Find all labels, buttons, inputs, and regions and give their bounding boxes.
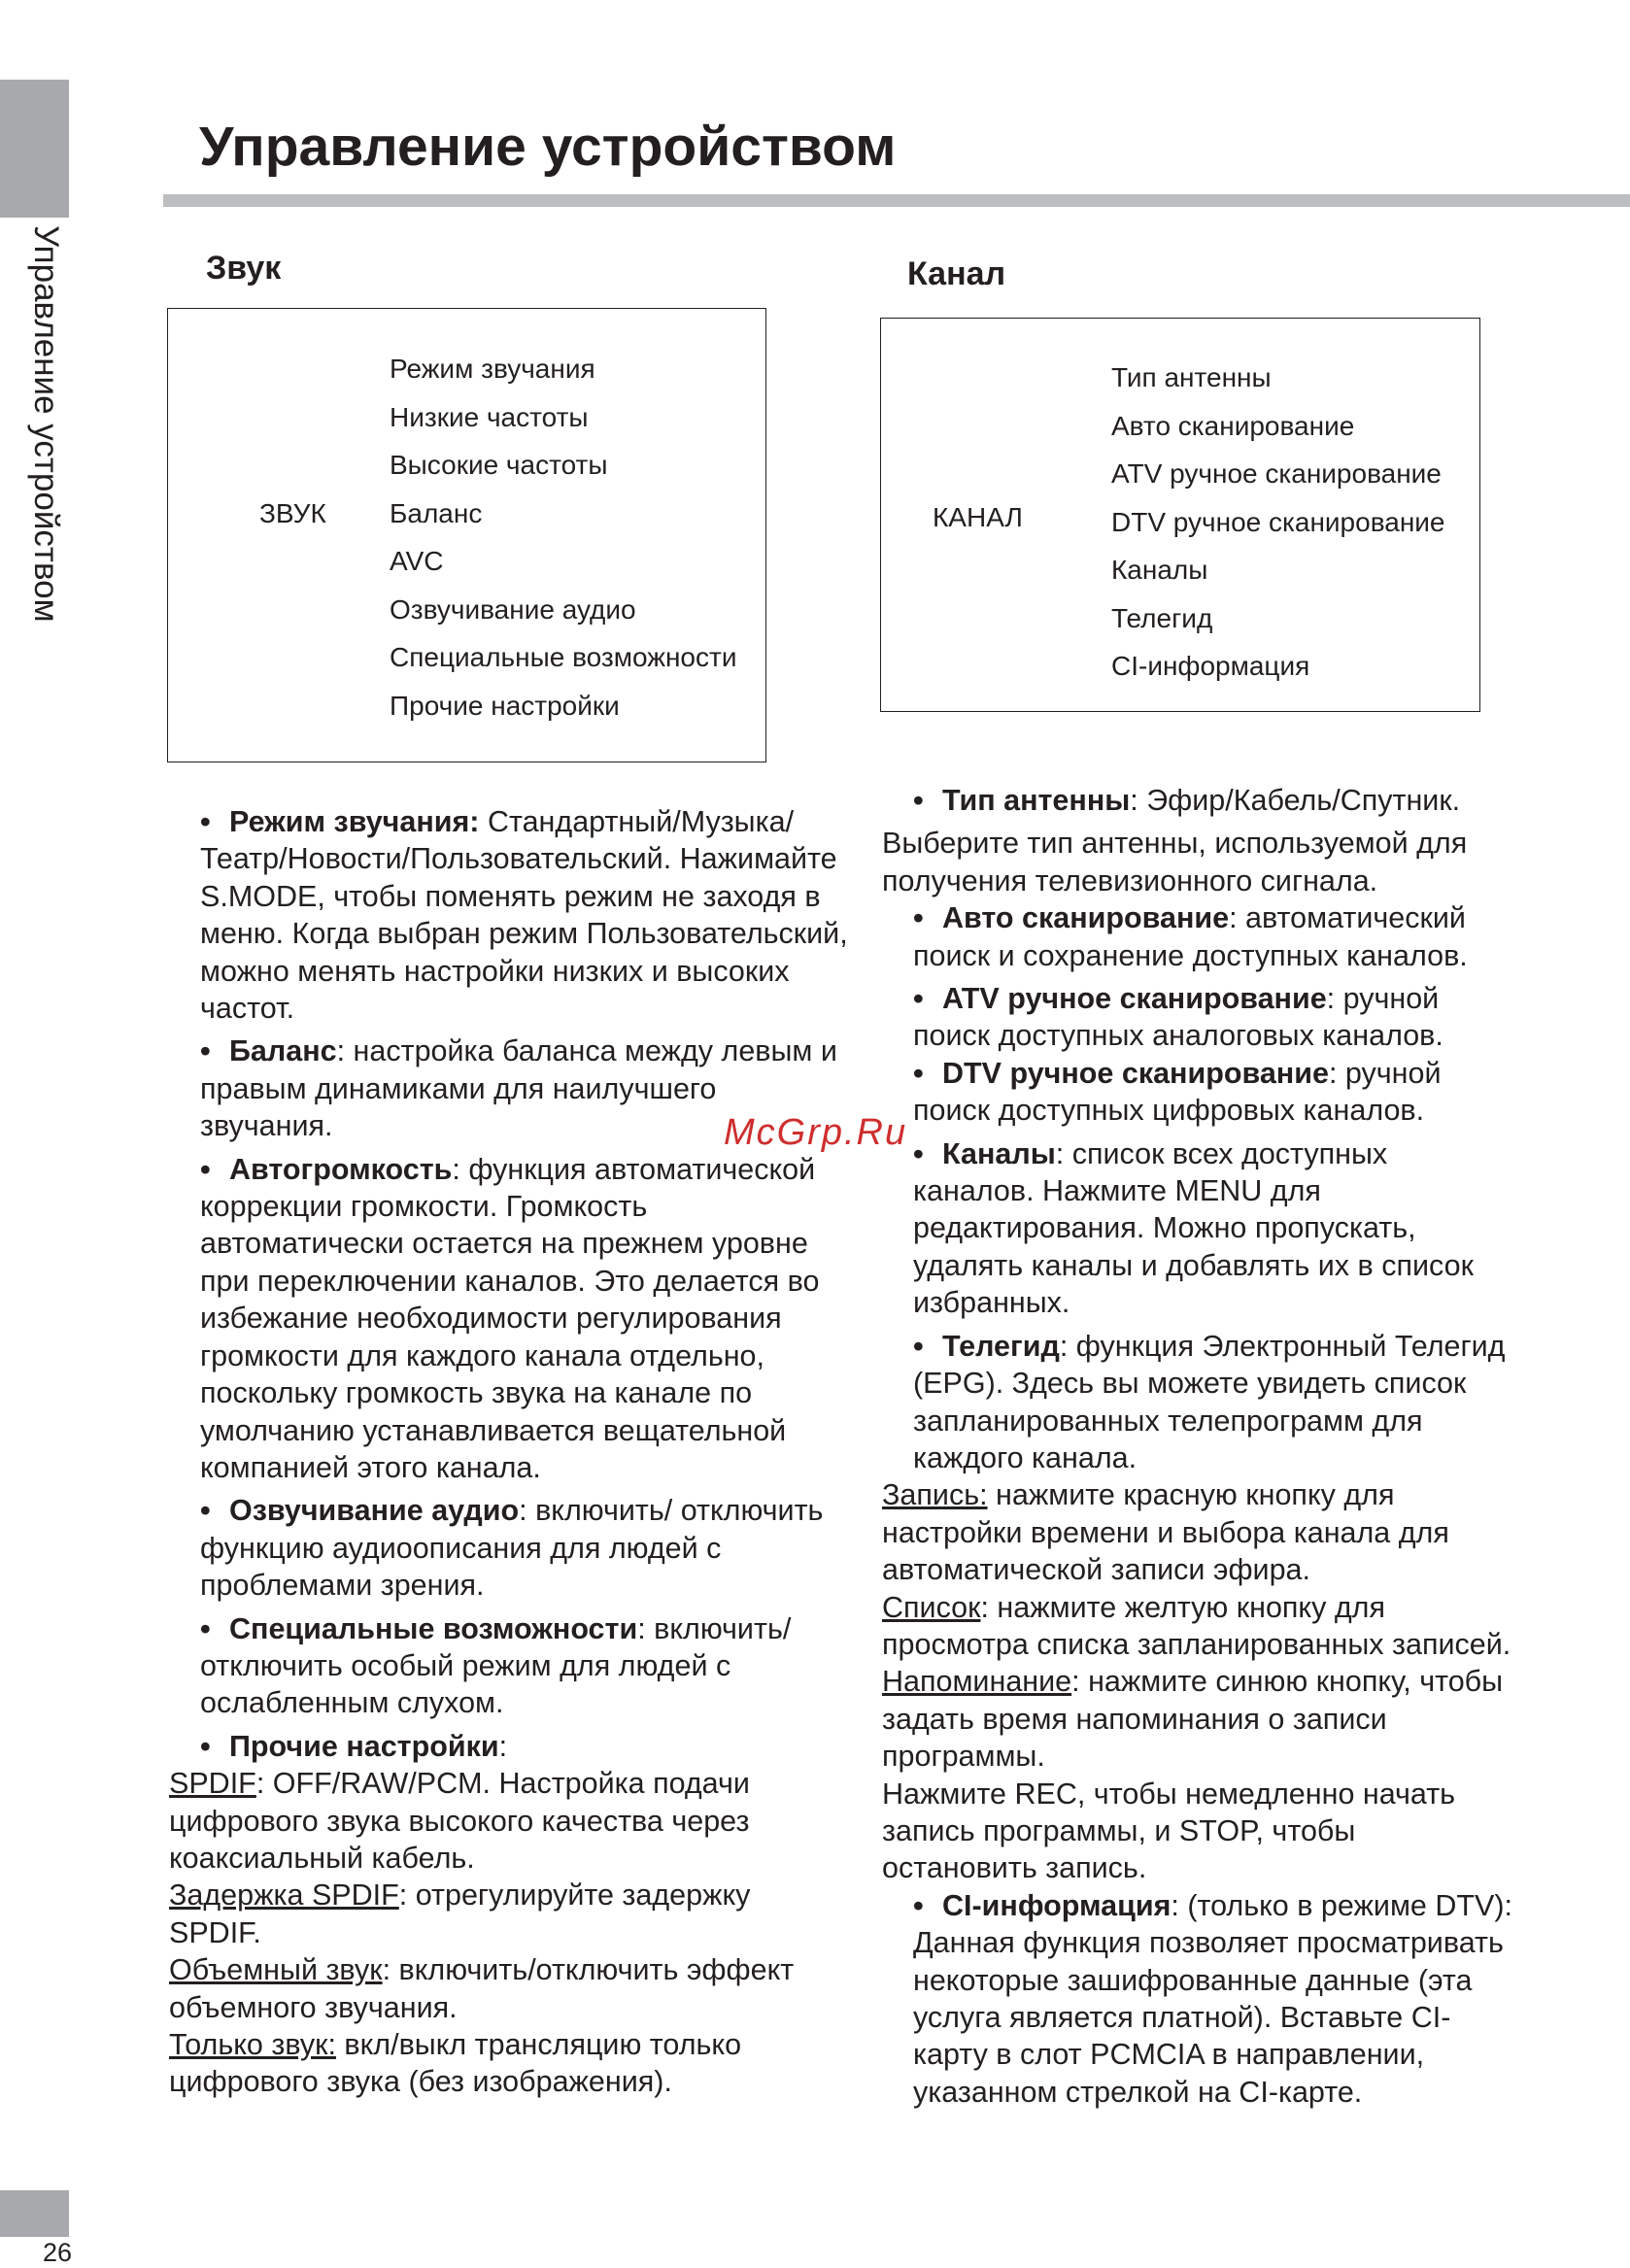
bullet-icon: • [913, 1136, 924, 1170]
desc-text: : функция Электронный Телегид (EPG). Здесь вы можете увидеть список запланированных телепрограмм для каждого канала. [913, 1329, 1506, 1474]
channel-menu-item: CI-информация [1111, 651, 1310, 681]
rec-note: Нажмите REC, чтобы немедленно начать запись программы, и STOP, чтобы остановить запись. [882, 1777, 1456, 1885]
term: Задержка SPDIF [169, 1879, 399, 1913]
sound-menu-list [390, 345, 736, 729]
page-number: 26 [43, 2238, 73, 2267]
audio-only-desc [169, 2026, 849, 2101]
desc-text: : отрегулируйте задержку SPDIF. [169, 1879, 751, 1949]
sound-menu-item: Высокие частоты [390, 450, 608, 480]
desc-text: Стандартный/Музыка/ Театр/Новости/Пользовательский. Нажимайте S.MODE, чтобы поменять режим не заходя в меню. Когда выбран режим Пользовательский, можно менять настройки низких и высоких частот. [200, 805, 848, 1026]
desc-text: вкл/выкл трансляцию только цифрового звука (без изображения). [169, 2028, 742, 2099]
bullet-icon: • [913, 784, 924, 817]
desc-text: : ручной поиск доступных аналоговых каналов. [913, 982, 1443, 1053]
term: Запись: [882, 1478, 988, 1512]
desc-text: : список всех доступных каналов. Нажмите MENU для редактирования. Можно пропускать, удалять каналы и добавлять их в список избранных. [913, 1136, 1474, 1320]
term: DTV ручное сканирование [942, 1056, 1329, 1090]
sound-menu-item: Озвучивание аудио [390, 593, 636, 625]
bullet-icon: • [200, 1729, 211, 1763]
term: Список [882, 1590, 981, 1624]
bullet-icon: • [200, 1611, 211, 1645]
sound-menu-item: Специальные возможности [390, 642, 737, 672]
desc-text: : функция автоматической коррекции громкости. Громкость автоматически остается на прежнем уровне при переключении каналов. Это делается во избежание необходимости регулирования громкости для каждого канала отдельно, поскольку громкость звука на канале по умолчанию устанавливается вещательной компанией этого канала. [200, 1152, 820, 1484]
desc-text: : включить/отключить эффект объемного звучания. [169, 1953, 795, 2024]
sound-menu-item: Режим звучания [390, 354, 595, 384]
side-tab-marker [0, 80, 69, 218]
term: Автогромкость [229, 1152, 453, 1186]
spdif-delay-desc [169, 1877, 849, 1951]
term: Только звук: [169, 2028, 336, 2061]
dtv-scan-desc [882, 1055, 1513, 1130]
bullet-icon: • [200, 1034, 211, 1068]
term: Телегид [942, 1329, 1060, 1363]
bullet-icon: • [200, 1494, 211, 1528]
sound-menu-item: Низкие частоты [390, 401, 589, 432]
desc-text: нажмите красную кнопку для настройки времени и выбора канала для автоматической записи эфира. [882, 1478, 1449, 1587]
term: Объемный звук [169, 1953, 383, 1987]
page-number-marker [0, 2190, 69, 2237]
avc-desc [169, 1151, 849, 1487]
audio-description-desc [169, 1492, 849, 1604]
bullet-icon: • [200, 1152, 211, 1186]
channel-heading: Канал [907, 255, 1006, 292]
desc-text: : включить/ отключить функцию аудиоописания для людей с проблемами зрения. [200, 1494, 824, 1603]
surround-desc [169, 1951, 849, 2026]
desc-text: : OFF/RAW/PCM. Настройка подачи цифрового звука высокого качества через коаксиальный кабель. [169, 1767, 750, 1875]
term: CI-информация [942, 1888, 1172, 1922]
term: SPDIF [169, 1767, 256, 1801]
term: Напоминание [882, 1665, 1072, 1699]
channel-menu-name: КАНАЛ [933, 502, 1023, 532]
term: Специальные возможности [229, 1611, 638, 1645]
term: Озвучивание аудио [229, 1494, 520, 1528]
channel-menu-item: ATV ручное сканирование [1111, 458, 1442, 489]
desc-text: : Эфир/Кабель/Спутник. [1130, 784, 1461, 817]
desc-text: : (только в режиме DTV): Данная функция позволяет просматривать некоторые зашифрованные данные (эта услуга является платной). Вставьте CI-карту в слот PCMCIA в направлении, указанном стрелкой на CI-карте. [913, 1888, 1512, 2109]
spdif-desc [169, 1765, 849, 1877]
channel-menu-item: Телегид [1111, 602, 1213, 633]
term: Тип антенны [942, 784, 1131, 817]
channel-descriptions [882, 782, 1513, 2111]
title-divider [163, 194, 1630, 207]
antenna-desc [882, 782, 1513, 819]
bullet-icon: • [913, 1888, 924, 1922]
sound-menu-name: ЗВУК [259, 498, 326, 528]
watermark: McGrp.Ru [724, 1112, 908, 1153]
desc-text: : включить/отключить особый режим для людей с ослабленным слухом. [200, 1611, 792, 1720]
channel-menu-item: Тип антенны [1111, 362, 1272, 392]
term: Авто сканирование [942, 901, 1230, 935]
channel-menu-item: Каналы [1111, 555, 1208, 585]
channel-menu-list [1111, 354, 1445, 691]
desc-text: : [498, 1729, 508, 1763]
bullet-icon: • [200, 805, 211, 838]
bullet-icon: • [913, 982, 924, 1016]
channels-desc [882, 1135, 1513, 1322]
term: Баланс [229, 1034, 337, 1068]
antenna-detail: Выберите тип антенны, используемой для получения телевизионного сигнала. [882, 827, 1468, 897]
atv-scan-desc [882, 980, 1513, 1055]
term: Режим звучания: [229, 805, 480, 838]
side-section-title: Управление устройством [27, 225, 65, 623]
desc-text: : настройка баланса между левым и правым динамиками для наилучшего звучания. [200, 1034, 837, 1143]
reminder-desc [882, 1663, 1513, 1775]
term: Каналы [942, 1136, 1056, 1170]
sound-menu-item: Прочие настройки [390, 690, 620, 721]
desc-text: : нажмите желтую кнопку для просмотра списка запланированных записей. [882, 1590, 1511, 1661]
desc-text: : ручной поиск доступных цифровых каналов. [913, 1056, 1442, 1128]
channel-menu-item: Авто сканирование [1111, 410, 1355, 441]
desc-text: : автоматический поиск и сохранение доступных каналов. [913, 901, 1468, 972]
sound-descriptions [169, 803, 849, 2101]
page-title: Управление устройством [199, 116, 897, 178]
bullet-icon: • [913, 901, 924, 935]
channel-menu-diagram [880, 318, 1480, 712]
sound-menu-diagram [167, 308, 766, 762]
auto-scan-desc [882, 899, 1513, 974]
ci-info-desc [882, 1887, 1513, 2111]
sound-mode-desc [169, 803, 849, 1027]
list-desc [882, 1589, 1513, 1664]
term: ATV ручное сканирование [942, 982, 1327, 1016]
sound-heading: Звук [206, 250, 282, 287]
desc-text: : нажмите синюю кнопку, чтобы задать время напоминания о записи программы. [882, 1665, 1504, 1774]
sound-menu-item: AVC [390, 546, 444, 576]
channel-menu-item: DTV ручное сканирование [1111, 506, 1445, 537]
bullet-icon: • [913, 1056, 924, 1090]
other-settings-desc [169, 1728, 849, 1765]
sound-menu-item: Баланс [390, 497, 483, 528]
bullet-icon: • [913, 1329, 924, 1363]
epg-desc [882, 1328, 1513, 1477]
record-desc [882, 1476, 1513, 1588]
term: Прочие настройки [229, 1729, 499, 1763]
accessibility-desc [169, 1610, 849, 1722]
